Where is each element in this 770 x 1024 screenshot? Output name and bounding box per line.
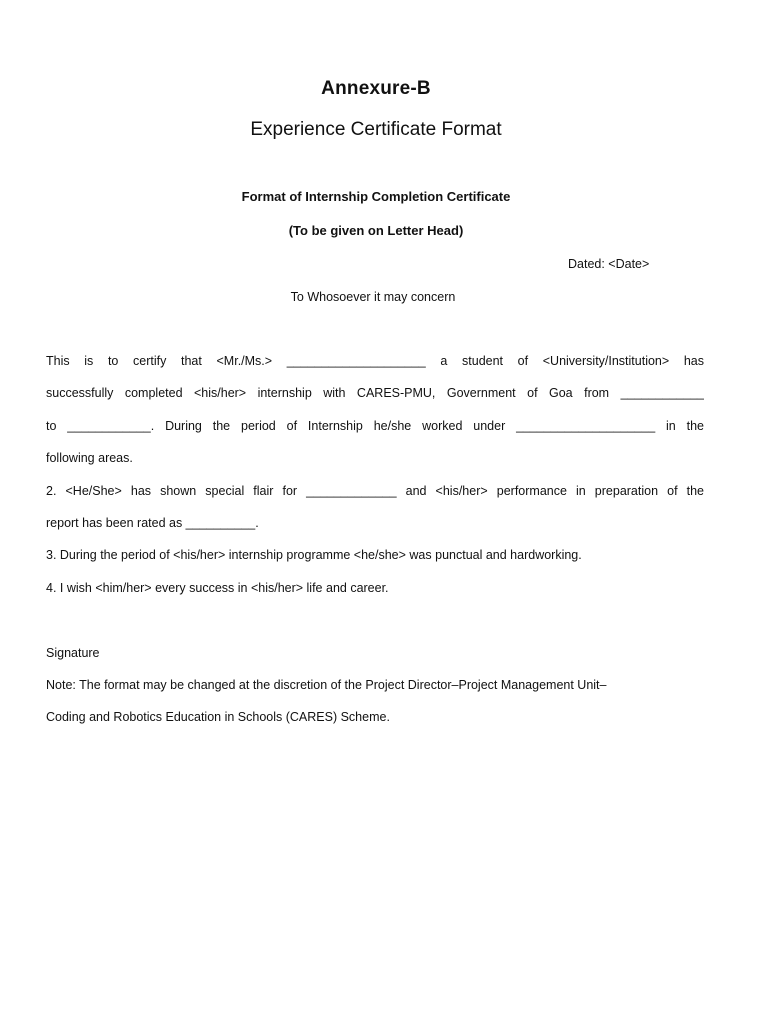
salutation: To Whosoever it may concern xyxy=(290,290,456,304)
document-title: Experience Certificate Format xyxy=(250,119,502,140)
dated-line: Dated: <Date> xyxy=(568,257,650,271)
body-line-4: following areas. xyxy=(46,451,133,465)
note-line-1: Note: The format may be changed at the discretion of the Project Director–Project Management Unit– xyxy=(46,678,607,692)
body-line-1: This is to certify that <Mr./Ms.> ____________________ a student of <University/Institution> has xyxy=(46,354,704,368)
body-line-8: 4. I wish <him/her> every success in <his/her> life and career. xyxy=(46,581,389,595)
body-line-5: 2. <He/She> has shown special flair for _____________ and <his/her> performance in preparation of the xyxy=(46,484,704,498)
body-line-3: to ____________. During the period of Internship he/she worked under ____________________ in the xyxy=(46,419,704,433)
body-line-7: 3. During the period of <his/her> internship programme <he/she> was punctual and hardworking. xyxy=(46,548,582,562)
body-line-2: successfully completed <his/her> internship with CARES-PMU, Government of Goa from ____________ xyxy=(46,386,704,400)
annexure-heading: Annexure-B xyxy=(321,78,431,99)
body-line-6: report has been rated as __________. xyxy=(46,516,259,530)
note-line-2: Coding and Robotics Education in Schools (CARES) Scheme. xyxy=(46,710,390,724)
format-heading: Format of Internship Completion Certificate xyxy=(241,189,511,204)
signature-label: Signature xyxy=(46,646,100,660)
letterhead-note: (To be given on Letter Head) xyxy=(288,223,464,238)
